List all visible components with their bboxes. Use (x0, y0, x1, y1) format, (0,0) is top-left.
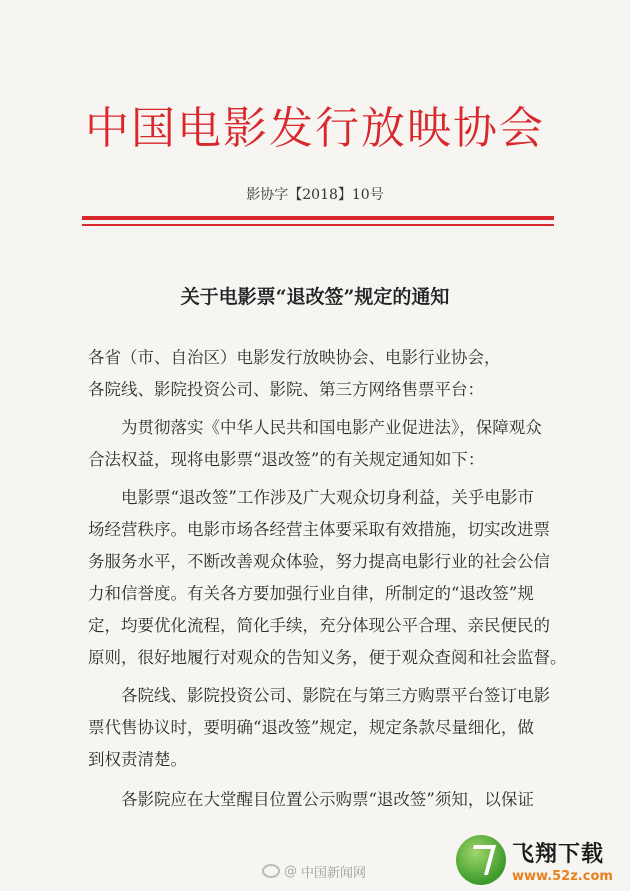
red-divider-thick (82, 216, 554, 220)
body-line: 各院线、影院投资公司、影院在与第三方购票平台签订电影 (88, 686, 550, 705)
body-line: 原则，很好地履行对观众的告知义务，便于观众查阅和社会监督。 (88, 648, 567, 667)
logo-url: www.52z.com (512, 868, 613, 884)
body-line: 务服务水平，不断改善观众体验，努力提高电影行业的社会公信 (88, 552, 550, 571)
org-title: 中国电影发行放映协会 (85, 103, 545, 154)
notice-title: 关于电影票“退改签”规定的通知 (180, 286, 450, 308)
weibo-icon (262, 864, 280, 878)
body-line: 票代售协议时，要明确“退改签”规定，规定条款尽量细化，做 (88, 718, 534, 737)
red-divider-thin (82, 224, 554, 226)
doc-number: 影协字【2018】10号 (246, 187, 384, 203)
body-line: 合法权益，现将电影票“退改签”的有关规定通知如下： (88, 450, 485, 469)
logo-name: 飞翔下载 (512, 841, 605, 867)
body-line: 各院线、影院投资公司、影院、第三方网络售票平台： (88, 380, 484, 399)
body-line: 各影院应在大堂醒目位置公示购票“退改签”须知，以保证 (88, 790, 534, 809)
watermark-source: 中国新闻网 (301, 865, 367, 881)
logo-emblem-icon (456, 835, 506, 885)
body-line: 为贯彻落实《中华人民共和国电影产业促进法》，保障观众 (88, 418, 542, 437)
weibo-watermark (262, 860, 366, 882)
site-logo (456, 832, 626, 888)
body-line: 各省（市、自治区）电影发行放映协会、电影行业协会， (88, 348, 501, 367)
body-line: 力和信誉度。有关各方要加强行业自律，所制定的“退改签”规 (88, 584, 534, 603)
body-line: 场经营秩序。电影市场各经营主体要采取有效措施，切实改进票 (88, 520, 550, 539)
body-line: 到权责清楚。 (88, 750, 187, 769)
at-symbol: @ (284, 863, 297, 879)
body-line: 电影票“退改签”工作涉及广大观众切身利益，关乎电影市 (88, 488, 534, 507)
body-line: 定，均要优化流程，简化手续，充分体现公平合理、亲民便民的 (88, 616, 550, 635)
